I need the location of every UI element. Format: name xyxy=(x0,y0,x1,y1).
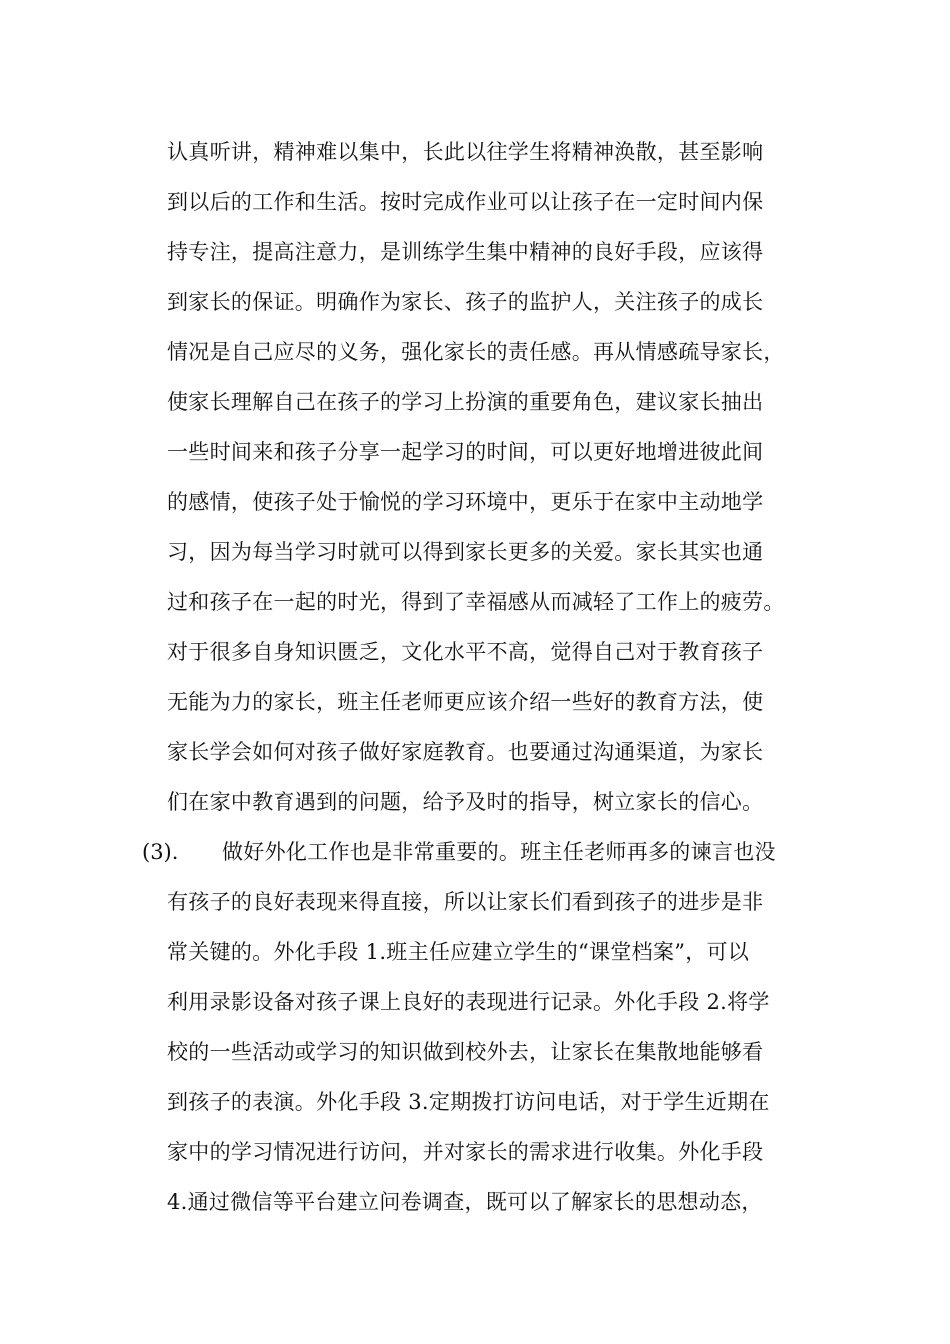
text-line: 过和孩子在一起的时光，得到了幸福感从而减轻了工作上的疲劳。 xyxy=(167,590,785,614)
list-marker: (3). xyxy=(142,840,179,864)
text-line: 家长学会如何对孩子做好家庭教育。也要通过沟通渠道，为家长 xyxy=(167,740,764,764)
text-line: 常关键的。外化手段 1.班主任应建立学生的“课堂档案”，可以 xyxy=(167,940,750,964)
text-line: 习，因为每当学习时就可以得到家长更多的关爱。家长其实也通 xyxy=(167,540,764,564)
text-line: 情况是自己应尽的义务，强化家长的责任感。再从情感疏导家长， xyxy=(167,340,785,364)
text-line: 持专注，提高注意力，是训练学生集中精神的良好手段，应该得 xyxy=(167,240,764,264)
text-line: 对于很多自身知识匮乏，文化水平不高，觉得自己对于教育孩子 xyxy=(167,640,764,664)
text-line: 校的一些活动或学习的知识做到校外去，让家长在集散地能够看 xyxy=(167,1040,764,1064)
text-line: 到以后的工作和生活。按时完成作业可以让孩子在一定时间内保 xyxy=(167,190,764,214)
text-line: 们在家中教育遇到的问题，给予及时的指导，树立家长的信心。 xyxy=(167,790,764,814)
text-line: 家中的学习情况进行访问，并对家长的需求进行收集。外化手段 xyxy=(167,1140,764,1164)
text-line: 有孩子的良好表现来得直接，所以让家长们看到孩子的进步是非 xyxy=(167,890,764,914)
text-line: 无能为力的家长，班主任老师更应该介绍一些好的教育方法，使 xyxy=(167,690,764,714)
text-line: 4.通过微信等平台建立问卷调查，既可以了解家长的思想动态， xyxy=(167,1190,763,1214)
text-line: 一些时间来和孩子分享一起学习的时间，可以更好地增进彼此间 xyxy=(167,440,764,464)
text-line: 认真听讲，精神难以集中，长此以往学生将精神涣散，甚至影响 xyxy=(167,140,764,164)
text-line: 到家长的保证。明确作为家长、孩子的监护人，关注孩子的成长 xyxy=(167,290,764,314)
text-line: 使家长理解自己在孩子的学习上扮演的重要角色，建议家长抽出 xyxy=(167,390,764,414)
text-line: 的感情，使孩子处于愉悦的学习环境中，更乐于在家中主动地学 xyxy=(167,490,764,514)
text-line: 到孩子的表演。外化手段 3.定期拨打访问电话，对于学生近期在 xyxy=(167,1090,770,1114)
text-line: 做好外化工作也是非常重要的。班主任老师再多的谏言也没 xyxy=(222,840,776,864)
text-line: 利用录影设备对孩子课上良好的表现进行记录。外化手段 2.将学 xyxy=(167,990,770,1014)
